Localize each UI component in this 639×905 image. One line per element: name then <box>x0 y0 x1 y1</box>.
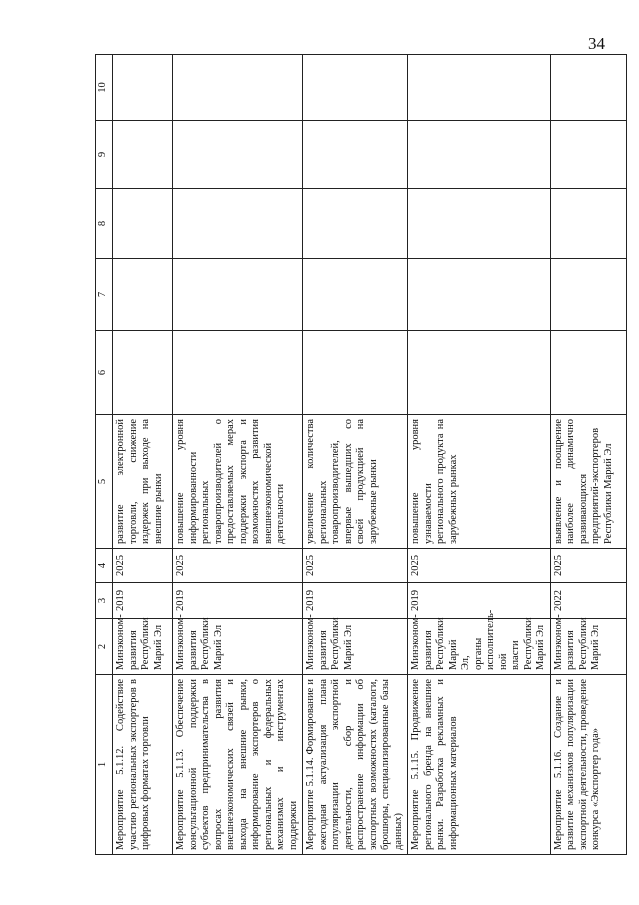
table-row <box>113 55 173 855</box>
end-year-cell: 2025 <box>408 549 551 583</box>
result-cell: развитие электронной торговли, снижение издержек при выходе на внешние рынки <box>113 415 173 549</box>
executor-cell: Минэконом-развития Республики Марий Эл <box>113 619 173 675</box>
empty-cell <box>173 331 303 415</box>
page-number: 34 <box>588 34 605 53</box>
activity-cell: Мероприятие 5.1.16. Создание и развитие механизмов популяризации экспортной деятельности, проведение конкурса «Экспортер года» <box>550 675 626 855</box>
column-header: 4 <box>96 549 113 583</box>
executor-cell: Минэконом-развития Республики Марий Эл, органы исполнитель-ной власти Республики Марий Эл <box>408 619 551 675</box>
empty-cell <box>408 259 551 331</box>
table-row <box>550 55 626 855</box>
activity-cell: Мероприятие 5.1.13. Обеспечение консультационной поддержки субъектов предпринимательства в вопросах развития внешнеэкономических связей и выхода на внешние рынки, информирование экспортеров о региональных и федеральных механизмах и инструментах поддержки <box>173 675 303 855</box>
end-year-cell: 2025 <box>303 549 408 583</box>
empty-cell <box>550 331 626 415</box>
start-year-cell: 2022 <box>550 583 626 619</box>
executor-cell: Минэконом-развития Республики Марий Эл <box>550 619 626 675</box>
executor-cell: Минэконом-развития Республики Марий Эл <box>173 619 303 675</box>
column-header: 10 <box>96 55 113 121</box>
column-header: 2 <box>96 619 113 675</box>
empty-cell <box>550 121 626 189</box>
result-cell: повышение уровня информированности региональных товаропроизводителей о предоставляемых мерах поддержки экспорта и возможностях развития внешнеэкономической деятельности <box>173 415 303 549</box>
column-header: 6 <box>96 331 113 415</box>
column-header: 9 <box>96 121 113 189</box>
empty-cell <box>303 259 408 331</box>
empty-cell <box>173 259 303 331</box>
start-year-cell: 2019 <box>303 583 408 619</box>
start-year-cell: 2019 <box>113 583 173 619</box>
empty-cell <box>303 55 408 121</box>
rotated-table-container <box>95 55 625 855</box>
result-cell: выявление и поощрение наиболее динамично развивающихся предприятий-экспортеров Республики Марий Эл <box>550 415 626 549</box>
end-year-cell: 2025 <box>113 549 173 583</box>
empty-cell <box>408 189 551 259</box>
empty-cell <box>550 55 626 121</box>
empty-cell <box>303 331 408 415</box>
end-year-cell: 2025 <box>550 549 626 583</box>
column-header: 8 <box>96 189 113 259</box>
empty-cell <box>173 121 303 189</box>
empty-cell <box>408 121 551 189</box>
column-header: 7 <box>96 259 113 331</box>
end-year-cell: 2025 <box>173 549 303 583</box>
empty-cell <box>550 259 626 331</box>
empty-cell <box>113 259 173 331</box>
empty-cell <box>113 55 173 121</box>
table-row <box>303 55 408 855</box>
activity-cell: Мероприятие 5.1.12. Содействие участию региональных экспортеров в цифровых форматах торговли <box>113 675 173 855</box>
empty-cell <box>173 55 303 121</box>
column-header: 3 <box>96 583 113 619</box>
empty-cell <box>408 55 551 121</box>
empty-cell <box>113 121 173 189</box>
header-row <box>96 55 113 855</box>
activity-cell: Мероприятие 5.1.15. Продвижение регионального бренда на внешние рынки. Разработка рекламных и информационных материалов <box>408 675 551 855</box>
result-cell: повышение уровня узнаваемости регионального продукта на зарубежных рынках <box>408 415 551 549</box>
start-year-cell: 2019 <box>408 583 551 619</box>
empty-cell <box>113 331 173 415</box>
program-table <box>95 54 627 855</box>
table-row <box>173 55 303 855</box>
column-header: 1 <box>96 675 113 855</box>
empty-cell <box>550 189 626 259</box>
empty-cell <box>303 121 408 189</box>
empty-cell <box>173 189 303 259</box>
empty-cell <box>303 189 408 259</box>
column-header: 5 <box>96 415 113 549</box>
start-year-cell: 2019 <box>173 583 303 619</box>
activity-cell: Мероприятие 5.1.14. Формирование и ежегодная актуализация плана популяризации экспортной деятельности, сбор и распространение информации об экспортных возможностях (каталоги, брошюры, специализированные базы данных) <box>303 675 408 855</box>
empty-cell <box>408 331 551 415</box>
empty-cell <box>113 189 173 259</box>
executor-cell: Минэконом-развития Республики Марий Эл <box>303 619 408 675</box>
result-cell: увеличение количества региональных товаропроизводителей, впервые вышедших со своей продукцией на зарубежные рынки <box>303 415 408 549</box>
table-row <box>408 55 551 855</box>
